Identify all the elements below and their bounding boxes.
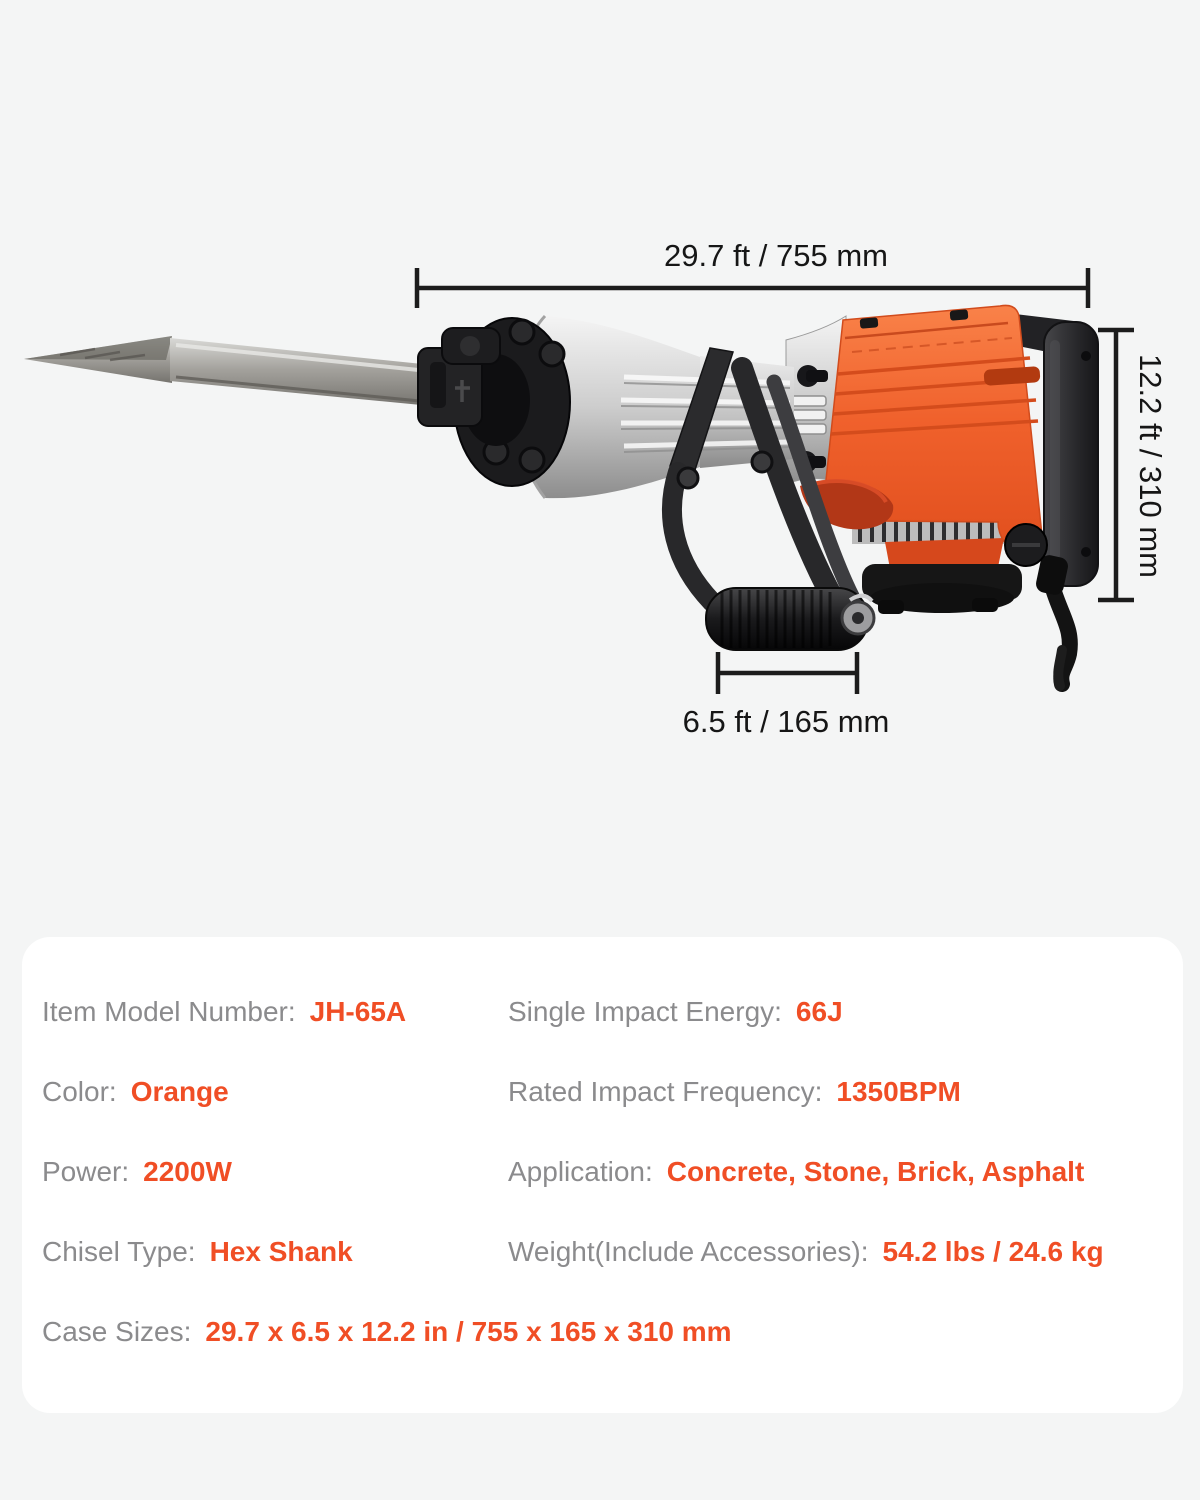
chisel-bit xyxy=(24,336,442,407)
chuck-assembly xyxy=(418,318,570,486)
spec-row-5 xyxy=(42,1292,1183,1372)
spec-value: 66J xyxy=(795,996,843,1027)
spec-application xyxy=(508,1156,1084,1188)
spec-row-4 xyxy=(42,1212,1183,1292)
spec-case-sizes xyxy=(42,1316,732,1348)
spec-value: Concrete, Stone, Brick, Asphalt xyxy=(666,1156,1085,1187)
spec-panel xyxy=(22,937,1183,1413)
spec-single-impact-energy xyxy=(508,996,843,1028)
spec-power xyxy=(42,1156,508,1188)
spec-value: 29.7 x 6.5 x 12.2 in / 755 x 165 x 310 mm xyxy=(205,1316,732,1347)
length-dimension-label: 29.7 ft / 755 mm xyxy=(664,238,888,273)
spec-label: Rated Impact Frequency: xyxy=(508,1076,823,1107)
spec-label: Power: xyxy=(42,1156,130,1187)
spec-row-3 xyxy=(42,1132,1183,1212)
spec-label: Item Model Number: xyxy=(42,996,296,1027)
spec-rated-impact-frequency xyxy=(508,1076,961,1108)
spec-value: Hex Shank xyxy=(209,1236,353,1267)
spec-value: Orange xyxy=(130,1076,229,1107)
spec-item-model-number xyxy=(42,996,508,1028)
handle-width-dimension-label: 6.5 ft / 165 mm xyxy=(682,704,890,739)
spec-weight xyxy=(508,1236,1104,1268)
spec-color xyxy=(42,1076,508,1108)
spec-label: Weight(Include Accessories): xyxy=(508,1236,869,1267)
spec-value: 54.2 lbs / 24.6 kg xyxy=(882,1236,1104,1267)
spec-label: Single Impact Energy: xyxy=(508,996,782,1027)
length-dimension-line xyxy=(417,268,1088,308)
spec-value: JH-65A xyxy=(309,996,407,1027)
power-cord xyxy=(1034,554,1070,686)
spec-chisel-type xyxy=(42,1236,508,1268)
spec-value: 1350BPM xyxy=(836,1076,961,1107)
spec-label: Color: xyxy=(42,1076,117,1107)
spec-value: 2200W xyxy=(143,1156,232,1187)
spec-label: Chisel Type: xyxy=(42,1236,196,1267)
height-dimension-label: 12.2 ft / 310 mm xyxy=(1133,354,1168,578)
spec-label: Application: xyxy=(508,1156,653,1187)
spec-row-2 xyxy=(42,1052,1183,1132)
bottom-cap xyxy=(852,516,1022,614)
spec-label: Case Sizes: xyxy=(42,1316,192,1347)
handle-width-dimension-line xyxy=(718,652,857,694)
spec-row-1 xyxy=(42,972,1183,1052)
